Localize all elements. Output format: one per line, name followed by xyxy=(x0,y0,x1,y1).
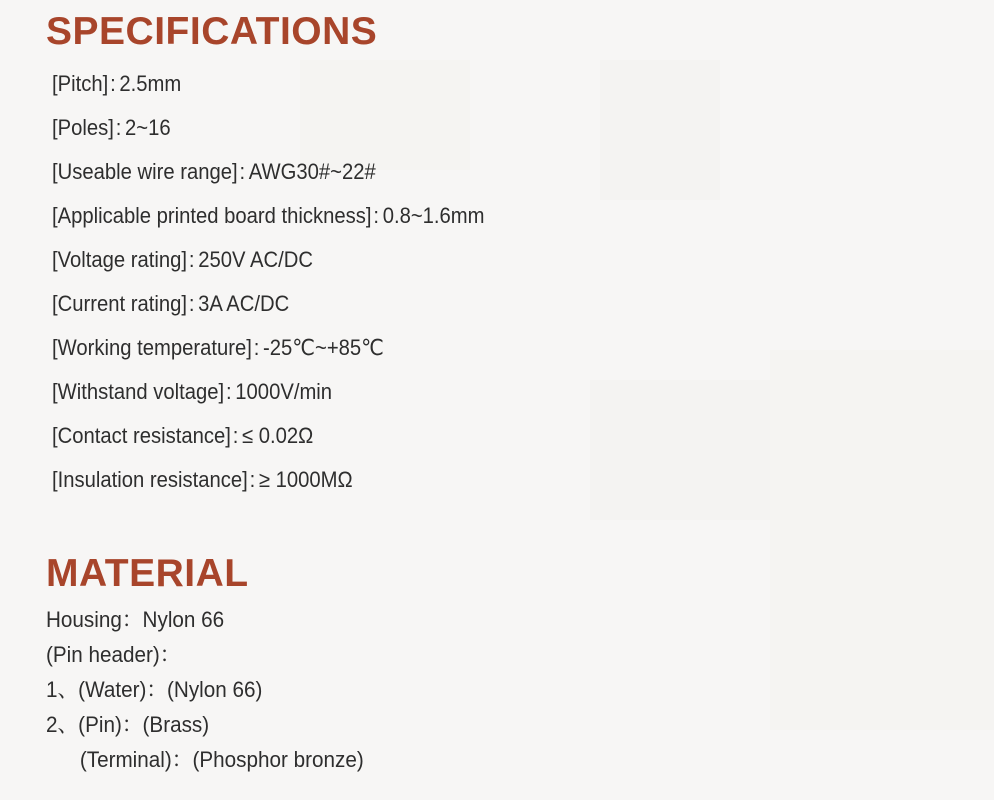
spec-label: [Voltage rating] xyxy=(52,247,188,272)
specifications-heading: SPECIFICATIONS xyxy=(46,10,378,53)
spec-row-board-thickness xyxy=(52,198,485,242)
spec-separator: : xyxy=(110,71,116,96)
spec-label: [Current rating] xyxy=(52,291,187,316)
spec-label: [Applicable printed board thickness] xyxy=(52,203,372,228)
spec-label: [Poles] xyxy=(52,115,114,140)
spec-row-current-rating xyxy=(52,286,485,330)
spec-value: 1000V/min xyxy=(235,379,333,404)
material-row-pin-header: (Pin header)： xyxy=(46,642,181,667)
spec-separator: : xyxy=(188,247,195,272)
spec-separator: : xyxy=(239,159,246,184)
material-row-pin: 2、(Pin)：(Brass) xyxy=(46,712,210,737)
spec-label: [Pitch] xyxy=(52,71,109,96)
spec-value: 0.8~1.6mm xyxy=(382,203,485,228)
spec-value: 3A AC/DC xyxy=(198,291,290,316)
spec-separator: : xyxy=(188,291,195,316)
spec-label: [Insulation resistance] xyxy=(52,467,248,492)
spec-value: ≥ 1000MΩ xyxy=(258,467,353,492)
spec-value: AWG30#~22# xyxy=(248,159,376,184)
spec-separator: : xyxy=(249,467,256,492)
material-row-housing: Housing：Nylon 66 xyxy=(46,607,225,632)
spec-value: 250V AC/DC xyxy=(198,247,313,272)
spec-label: [Withstand voltage] xyxy=(52,379,225,404)
spec-separator: : xyxy=(373,203,380,228)
background-texture xyxy=(600,60,720,200)
spec-value: 2~16 xyxy=(125,115,171,140)
spec-separator: : xyxy=(253,335,260,360)
spec-row-poles xyxy=(52,110,485,154)
background-texture xyxy=(770,350,994,730)
spec-row-wire-range xyxy=(52,154,485,198)
spec-row-withstand-voltage xyxy=(52,374,485,418)
material-row-water: 1、(Water)：(Nylon 66) xyxy=(46,677,263,702)
specifications-list xyxy=(52,66,522,506)
spec-row-insulation-resistance xyxy=(52,462,485,506)
spec-separator: : xyxy=(115,115,122,140)
material-row-terminal: (Terminal)：(Phosphor bronze) xyxy=(79,747,364,772)
spec-value: -25℃~+85℃ xyxy=(263,335,384,360)
spec-value: 2.5mm xyxy=(119,71,182,96)
spec-label: [Contact resistance] xyxy=(52,423,231,448)
material-list xyxy=(46,602,384,777)
spec-row-working-temperature xyxy=(52,330,485,374)
spec-row-contact-resistance xyxy=(52,418,485,462)
spec-label: [Useable wire range] xyxy=(52,159,238,184)
spec-value: ≤ 0.02Ω xyxy=(242,423,314,448)
spec-label: [Working temperature] xyxy=(52,335,252,360)
spec-separator: : xyxy=(225,379,232,404)
spec-row-pitch xyxy=(52,66,485,110)
background-texture xyxy=(590,380,770,520)
material-heading: MATERIAL xyxy=(46,552,249,595)
spec-row-voltage-rating xyxy=(52,242,485,286)
spec-separator: : xyxy=(232,423,239,448)
